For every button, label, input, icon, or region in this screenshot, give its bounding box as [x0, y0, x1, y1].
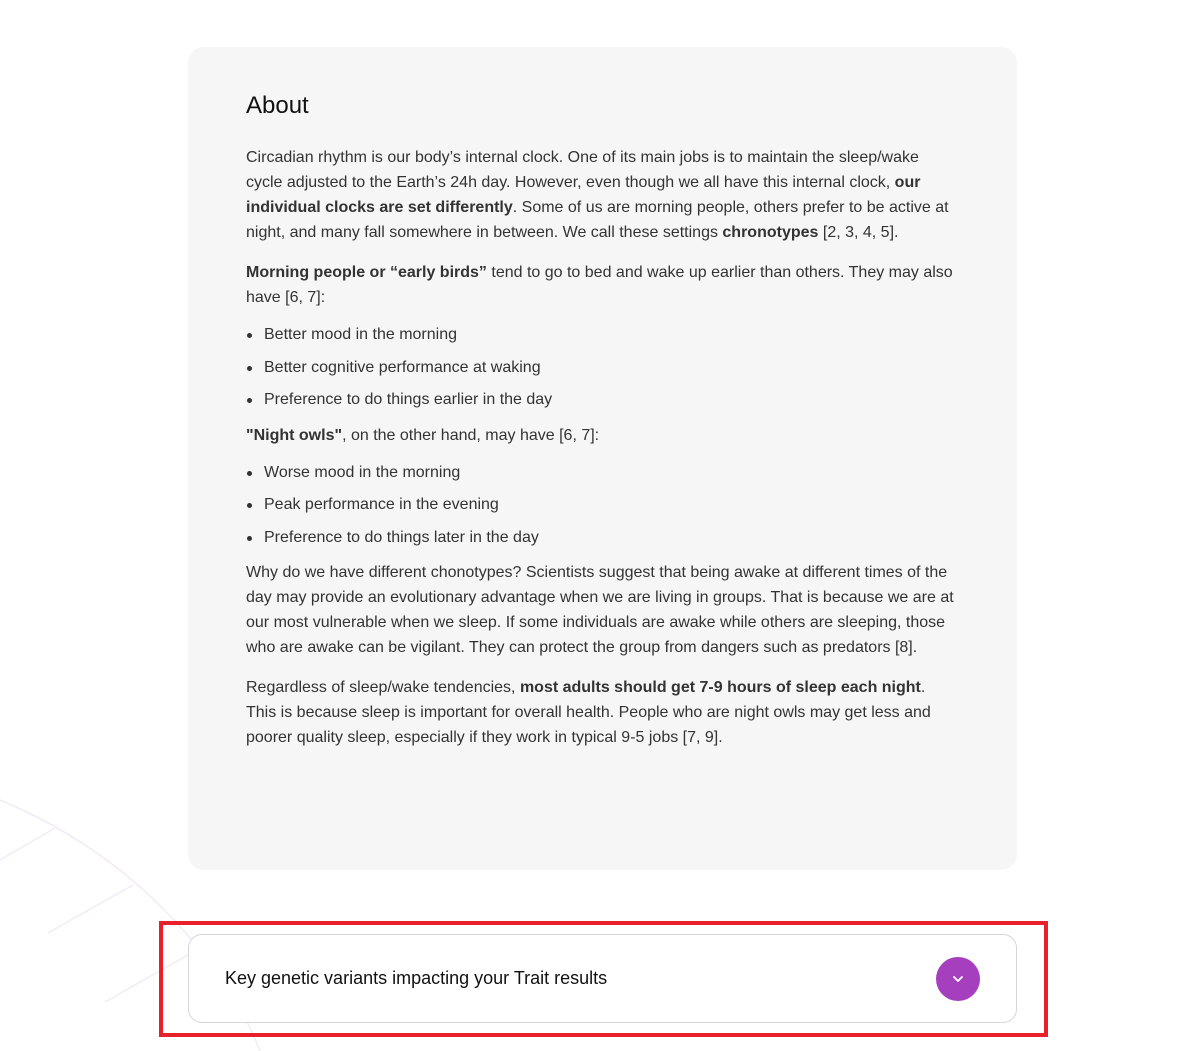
regardless-text-2: . This is because sleep is important for overall health. People who are night owls may get less and poorer quality sleep, especially if they work in typical 9-5 jobs [7, 9].: [246, 679, 931, 746]
intro-text-3: [2, 3, 4, 5].: [818, 224, 899, 241]
list-item: [246, 325, 959, 345]
list-item: [246, 495, 959, 515]
morning-paragraph: [246, 260, 959, 310]
bullet-icon: [247, 536, 252, 541]
morning-text: tend to go to bed and wake up earlier than others. They may also have [6, 7]:: [246, 264, 953, 306]
list-item-text: Preference to do things earlier in the day: [264, 391, 553, 408]
night-bold: "Night owls": [246, 426, 343, 444]
intro-paragraph: [246, 145, 959, 245]
bullet-icon: [247, 366, 252, 371]
regardless-paragraph: [246, 675, 959, 750]
list-item-text: Better mood in the morning: [264, 326, 457, 343]
night-text: , on the other hand, may have [6, 7]:: [342, 426, 600, 444]
intro-text-2: . Some of us are morning people, others prefer to be active at night, and many fall somewhere in between. We call these settings: [246, 199, 949, 241]
list-item: [246, 358, 959, 378]
bullet-icon: [247, 398, 252, 403]
regardless-text-1: Regardless of sleep/wake tendencies,: [246, 679, 520, 696]
list-item-text: Worse mood in the morning: [264, 463, 461, 481]
about-card: [188, 47, 1017, 870]
night-paragraph: [246, 423, 959, 448]
list-item-text: Preference to do things later in the day: [264, 528, 539, 546]
chevron-down-icon: [951, 974, 965, 984]
list-item: [246, 463, 959, 483]
regardless-bold: most adults should get 7-9 hours of sleep each night: [519, 679, 921, 696]
about-title: About: [246, 92, 309, 119]
genetic-variants-accordion[interactable]: [188, 934, 1017, 1023]
bullet-icon: [247, 503, 252, 508]
bullet-icon: [247, 471, 252, 476]
list-item-text: Peak performance in the evening: [264, 496, 499, 513]
morning-bold: Morning people or “early birds”: [246, 264, 487, 281]
list-item: [246, 528, 959, 548]
night-list: [246, 463, 959, 548]
intro-text-1: Circadian rhythm is our body’s internal clock. One of its main jobs is to maintain the sleep/wake cycle adjusted to the Earth’s 24h day. However, even though we all have this internal clock,: [246, 149, 919, 191]
morning-list: [246, 325, 959, 410]
list-item: [246, 390, 959, 410]
intro-bold-1: our individual clocks are set differently: [246, 174, 921, 216]
expand-button[interactable]: [936, 957, 980, 1001]
list-item-text: Better cognitive performance at waking: [264, 358, 541, 376]
accordion-title: Key genetic variants impacting your Trait results: [225, 968, 608, 988]
intro-bold-2: chronotypes: [722, 224, 819, 241]
why-paragraph: Why do we have different chonotypes? Scientists suggest that being awake at different times of the day may provide an evolutionary advantage when we are living in groups. That is because we are at our most vulnerable when we sleep. If some individuals are awake while others are sleeping, those who are awake can be vigilant. They can protect the group from dangers such as predators [8].: [246, 564, 954, 656]
bullet-icon: [247, 333, 252, 338]
